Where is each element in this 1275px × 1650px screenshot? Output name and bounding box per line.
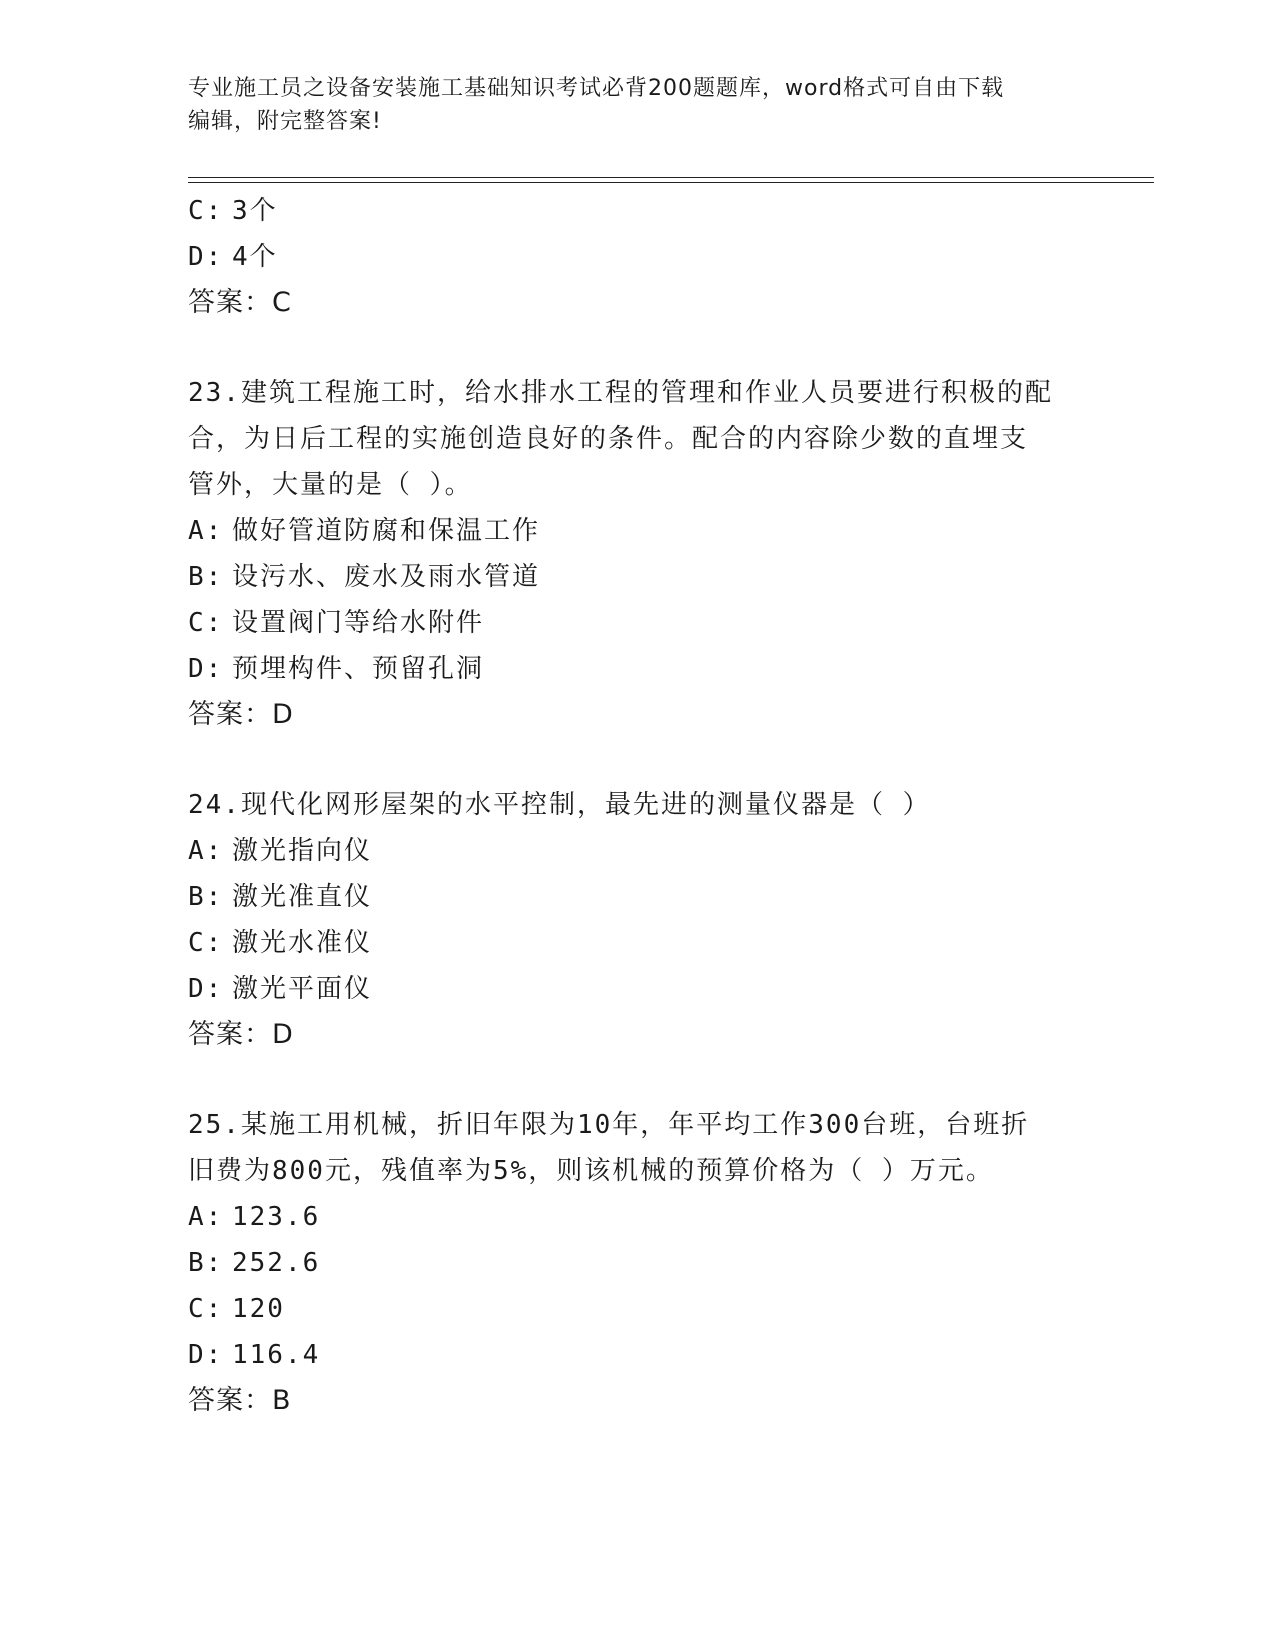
option-a: [188, 508, 1088, 554]
question-23: [188, 370, 1088, 738]
option-text: 120: [232, 1294, 285, 1324]
option-b: [188, 554, 1088, 600]
option-text: 预埋构件、预留孔洞: [232, 654, 485, 684]
option-label: D:: [188, 242, 224, 272]
option-label: C:: [188, 608, 224, 638]
option-a: [188, 1194, 1088, 1240]
option-text: 激光指向仪: [232, 836, 373, 866]
option-text: 123.6: [232, 1202, 321, 1232]
question-text-line: 25.某施工用机械，折旧年限为10年，年平均工作300台班，台班折: [188, 1110, 1030, 1140]
answer-line: 答案：D: [188, 699, 294, 730]
option-label: B:: [188, 1248, 224, 1278]
question-content: [188, 188, 1088, 1424]
option-c: [188, 920, 1088, 966]
question-text-line: 24.现代化网形屋架的水平控制，最先进的测量仪器是（ ）: [188, 790, 931, 820]
option-d: [188, 1332, 1088, 1378]
option-text: 激光平面仪: [232, 974, 373, 1004]
option-label: C:: [188, 928, 224, 958]
option-a: [188, 828, 1088, 874]
option-label: A:: [188, 836, 224, 866]
option-text: 激光准直仪: [232, 882, 373, 912]
option-text: 做好管道防腐和保温工作: [232, 516, 541, 546]
option-d: [188, 234, 1088, 280]
question-text-line: 合，为日后工程的实施创造良好的条件。配合的内容除少数的直埋支: [188, 424, 1029, 454]
question-25: [188, 1102, 1088, 1424]
question-24: [188, 782, 1088, 1058]
option-text: 激光水准仪: [232, 928, 373, 958]
option-label: C:: [188, 1294, 224, 1324]
option-b: [188, 874, 1088, 920]
option-b: [188, 1240, 1088, 1286]
option-text: 4个: [232, 242, 278, 272]
option-label: C:: [188, 196, 224, 226]
option-label: D:: [188, 1340, 224, 1370]
option-c: [188, 600, 1088, 646]
option-d: [188, 646, 1088, 692]
header-divider-top: [188, 177, 1154, 178]
answer-line: 答案：C: [188, 287, 292, 318]
option-d: [188, 966, 1088, 1012]
option-label: B:: [188, 562, 224, 592]
question-text-line: 管外，大量的是（ ）。: [188, 470, 473, 500]
option-label: D:: [188, 654, 224, 684]
header-line-2: 编辑，附完整答案!: [188, 109, 382, 134]
header-line-1: 专业施工员之设备安装施工基础知识考试必背200题题库，word格式可自由下载: [188, 76, 1005, 101]
option-text: 3个: [232, 196, 278, 226]
option-text: 252.6: [232, 1248, 321, 1278]
option-text: 116.4: [232, 1340, 321, 1370]
header-divider-bottom: [188, 182, 1154, 183]
answer-line: 答案：B: [188, 1385, 292, 1416]
option-c: [188, 188, 1088, 234]
option-label: A:: [188, 516, 224, 546]
option-label: B:: [188, 882, 224, 912]
option-text: 设置阀门等给水附件: [232, 608, 485, 638]
option-c: [188, 1286, 1088, 1332]
answer-line: 答案：D: [188, 1019, 294, 1050]
option-text: 设污水、废水及雨水管道: [232, 562, 541, 592]
question-text-line: 23.建筑工程施工时，给水排水工程的管理和作业人员要进行积极的配: [188, 378, 1053, 408]
option-label: A:: [188, 1202, 224, 1232]
question-text-line: 旧费为800元，残值率为5%，则该机械的预算价格为（ ）万元。: [188, 1156, 994, 1186]
question-22-tail: [188, 188, 1088, 326]
document-header: [188, 72, 1068, 138]
option-label: D:: [188, 974, 224, 1004]
